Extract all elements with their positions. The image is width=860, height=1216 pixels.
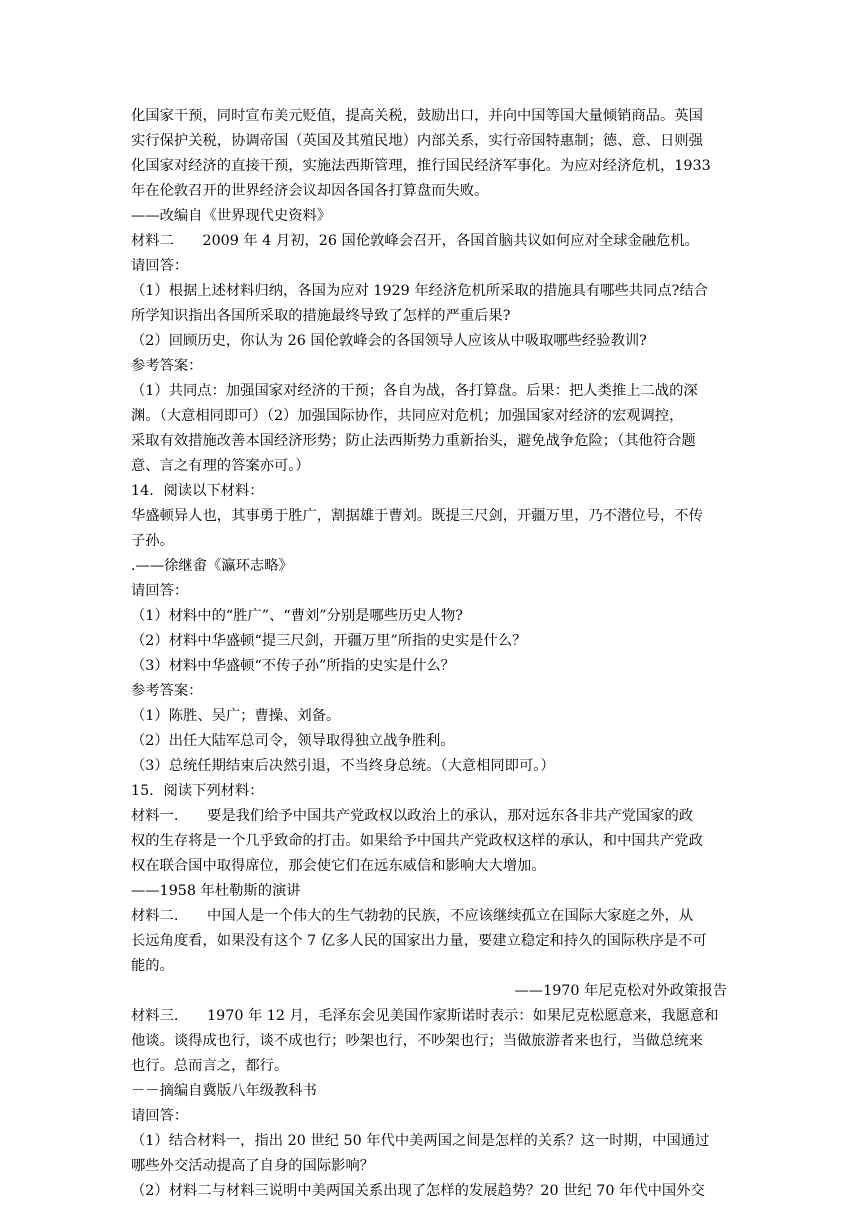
text-line: 也行。总而言之，都行。 <box>131 1058 289 1074</box>
source-citation: ——1958 年杜勒斯的演讲 <box>131 883 301 899</box>
text-line: 材料一. 要是我们给予中国共产党政权以政治上的承认，那对远东各非共产党国家的政 <box>131 808 694 824</box>
text-line: 权在联合国中取得席位，那会使它们在远东威信和影响大大增加。 <box>131 858 546 874</box>
question-line: （1）材料中的“胜广”、“曹刘”分别是哪些历史人物? <box>131 608 463 624</box>
question-line: （1）根据上述材料归纳，各国为应对 1929 年经济危机所采取的措施具有哪些共同点?结合 <box>131 283 708 299</box>
source-citation: －－摘编自冀版八年级教科书 <box>131 1083 317 1099</box>
answer-line: （1）陈胜、吴广；曹操、刘备。 <box>131 708 341 724</box>
text-line: 化国家干预，同时宣布美元贬值，提高关税，鼓励出口，并向中国等国大量倾销商品。英国 <box>131 108 703 124</box>
question-line: （3）材料中华盛顿“不传子孙”所指的史实是什么？ <box>131 658 455 674</box>
text-line: 子孙。 <box>131 533 174 549</box>
answer-line: （2）出任大陆军总司令，领导取得独立战争胜利。 <box>131 733 455 749</box>
answer-label: 参考答案： <box>131 683 203 699</box>
source-citation: ——1970 年尼克松对外政策报告 <box>514 983 727 999</box>
document-body <box>131 104 731 1204</box>
question-line: （2）材料中华盛顿“提三尺剑，开疆万里”所指的史实是什么？ <box>131 633 527 649</box>
prompt-label: 请回答： <box>131 583 189 599</box>
answer-line: 渊。（大意相同即可）（2）加强国际协作，共同应对危机；加强国家对经济的宏观调控， <box>131 408 684 424</box>
text-line: 能的。 <box>131 958 174 974</box>
answer-label: 参考答案： <box>131 358 203 374</box>
text-line: 材料二 2009 年 4 月初，26 国伦敦峰会召开，各国首脑共议如何应对全球金融危机。 <box>131 233 699 249</box>
answer-line: 意、言之有理的答案亦可。） <box>131 458 310 474</box>
question-line: （2）回顾历史，你认为 26 国伦敦峰会的各国领导人应该从中吸取哪些经验教训? <box>131 333 647 349</box>
text-line: 实行保护关税，协调帝国（英国及其殖民地）内部关系，实行帝国特惠制；德、意、日则强 <box>131 133 703 149</box>
text-line: 权的生存将是一个几乎致命的打击。如果给予中国共产党政权这样的承认，和中国共产党政 <box>131 833 703 849</box>
answer-line: （3）总统任期结束后决然引退，不当终身总统。（大意相同即可。） <box>131 758 555 774</box>
question-line: （2）材料二与材料三说明中美两国关系出现了怎样的发展趋势？20 世纪 70 年代中国外交 <box>131 1183 705 1199</box>
text-line: 长远角度看，如果没有这个 7 亿多人民的国家出力量，要建立稳定和持久的国际秩序是不可 <box>131 933 707 949</box>
text-line: 年在伦敦召开的世界经济会议却因各国各打算盘而失败。 <box>131 183 489 199</box>
answer-line: （1）共同点：加强国家对经济的干预；各自为战，各打算盘。后果：把人类推上二战的深 <box>131 383 698 399</box>
prompt-label: 请回答： <box>131 1108 189 1124</box>
text-line: 材料三. 1970 年 12 月，毛泽东会见美国作家斯诺时表示：如果尼克松愿意来，我愿意和 <box>131 1008 719 1024</box>
prompt-label: 请回答： <box>131 258 189 274</box>
source-citation: ——改编自《世界现代史资料》 <box>131 208 332 224</box>
question-line: 所学知识指出各国所采取的措施最终导致了怎样的严重后果? <box>131 308 511 324</box>
question-line: （1）结合材料一，指出 20 世纪 50 年代中美两国之间是怎样的关系？这一时期，中国通过 <box>131 1133 710 1149</box>
source-citation: .——徐继畬《瀛环志略》 <box>131 558 293 574</box>
text-line: 化国家对经济的直接干预，实施法西斯管理，推行国民经济军事化。为应对经济危机，1933 <box>131 158 711 174</box>
question-line: 哪些外交活动提高了自身的国际影响？ <box>131 1158 375 1174</box>
text-line: 材料二. 中国人是一个伟大的生气勃勃的民族，不应该继续孤立在国际大家庭之外，从 <box>131 908 694 924</box>
section-heading: 15．阅读下列材料： <box>131 783 264 799</box>
text-line: 华盛顿异人也，其事勇于胜广，割据雄于曹刘。既提三尺剑，开疆万里，乃不潜位号，不传 <box>131 508 703 524</box>
section-heading: 14．阅读以下材料： <box>131 483 264 499</box>
text-line: 他谈。谈得成也行，谈不成也行；吵架也行，不吵架也行；当做旅游者来也行，当做总统来 <box>131 1033 703 1049</box>
answer-line: 采取有效措施改善本国经济形势；防止法西斯势力重新抬头，避免战争危险；（其他符合题 <box>131 433 696 449</box>
